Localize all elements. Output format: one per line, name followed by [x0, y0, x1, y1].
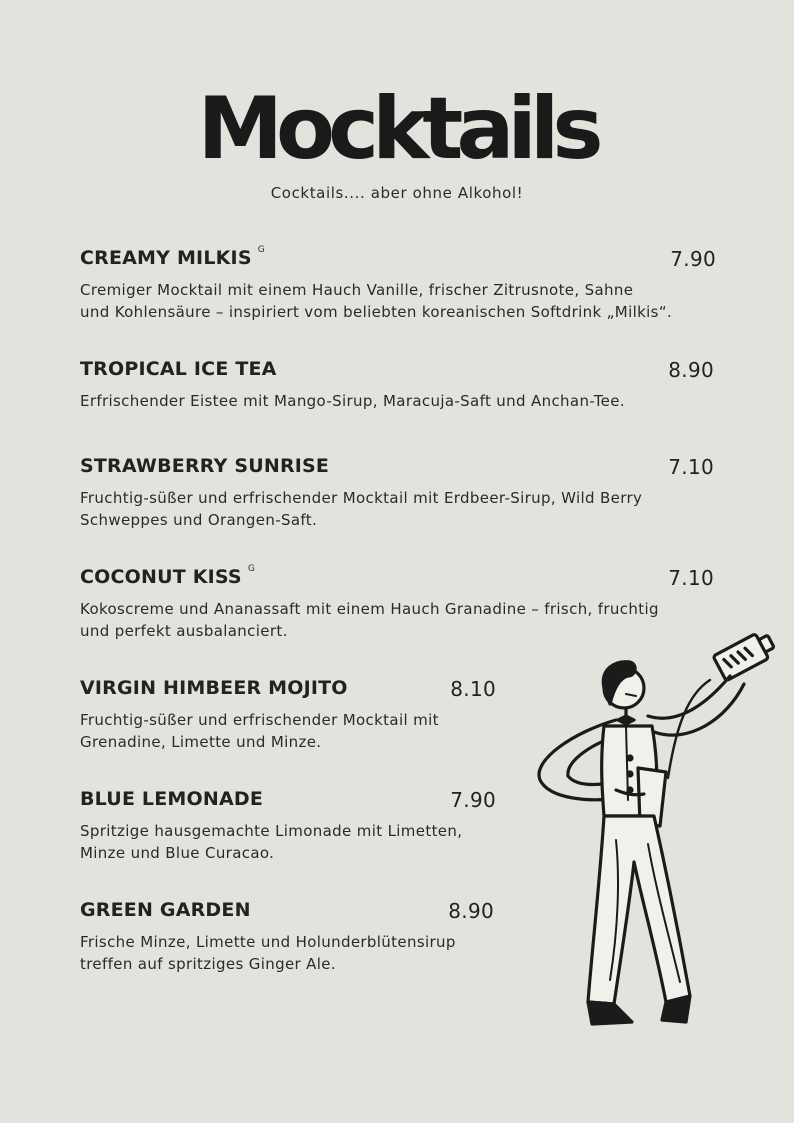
menu-subtitle: Cocktails.... aber ohne Alkohol! [270, 184, 524, 202]
item-price: 7.10 [668, 566, 714, 590]
item-price: 8.90 [448, 899, 494, 923]
item-description: Frische Minze, Limette und Holunderblütensirup treffen auf spritziges Ginger Ale. [80, 933, 456, 973]
item-name: COCONUT KISS $^G$ [80, 564, 255, 588]
item-description: Fruchtig-süßer und erfrischender Mocktail mit Erdbeer-Sirup, Wild Berry Schweppes und Orangen-Saft. [80, 489, 643, 529]
item-name: VIRGIN HIMBEER MOJITO [80, 677, 348, 699]
item-name: STRAWBERRY SUNRISE [80, 455, 330, 477]
bartender-pouring-icon [530, 630, 780, 1044]
menu-item-creamy-milkis [80, 247, 716, 323]
item-description: Erfrischender Eistee mit Mango-Sirup, Maracuja-Saft und Anchan-Tee. [80, 392, 625, 410]
item-name: BLUE LEMONADE [80, 788, 264, 810]
gluten-badge: G [247, 564, 255, 574]
menu-item-virgin-himbeer-mojito [80, 677, 496, 753]
gluten-badge: G [257, 245, 265, 255]
menu-item-green-garden [80, 899, 494, 975]
item-description: Fruchtig-süßer und erfrischender Mocktail mit Grenadine, Limette und Minze. [80, 711, 439, 751]
item-name: TROPICAL ICE TEA [80, 358, 277, 380]
menu-item-strawberry-sunrise [80, 455, 714, 531]
item-description: Spritzige hausgemachte Limonade mit Limetten, Minze und Blue Curacao. [80, 822, 463, 862]
item-description: Kokoscreme und Ananassaft mit einem Hauch Granadine – frisch, fruchtig und perfekt ausbalanciert. [80, 600, 659, 640]
item-name: CREAMY MILKIS $^G$ [80, 245, 265, 269]
item-description: Cremiger Mocktail mit einem Hauch Vanille, frischer Zitrusnote, Sahne und Kohlensäure – inspiriert vom beliebten koreanischen Softdrink „Milkis“. [80, 281, 673, 321]
item-price: 7.90 [670, 247, 716, 271]
item-price: 7.10 [668, 455, 714, 479]
item-price: 8.90 [668, 358, 714, 382]
item-price: 8.10 [450, 677, 496, 701]
menu-item-tropical-ice-tea [80, 358, 714, 412]
menu-item-blue-lemonade [80, 788, 496, 864]
item-price: 7.90 [450, 788, 496, 812]
menu-title: Mocktails [197, 79, 597, 179]
item-name: GREEN GARDEN [80, 899, 251, 921]
